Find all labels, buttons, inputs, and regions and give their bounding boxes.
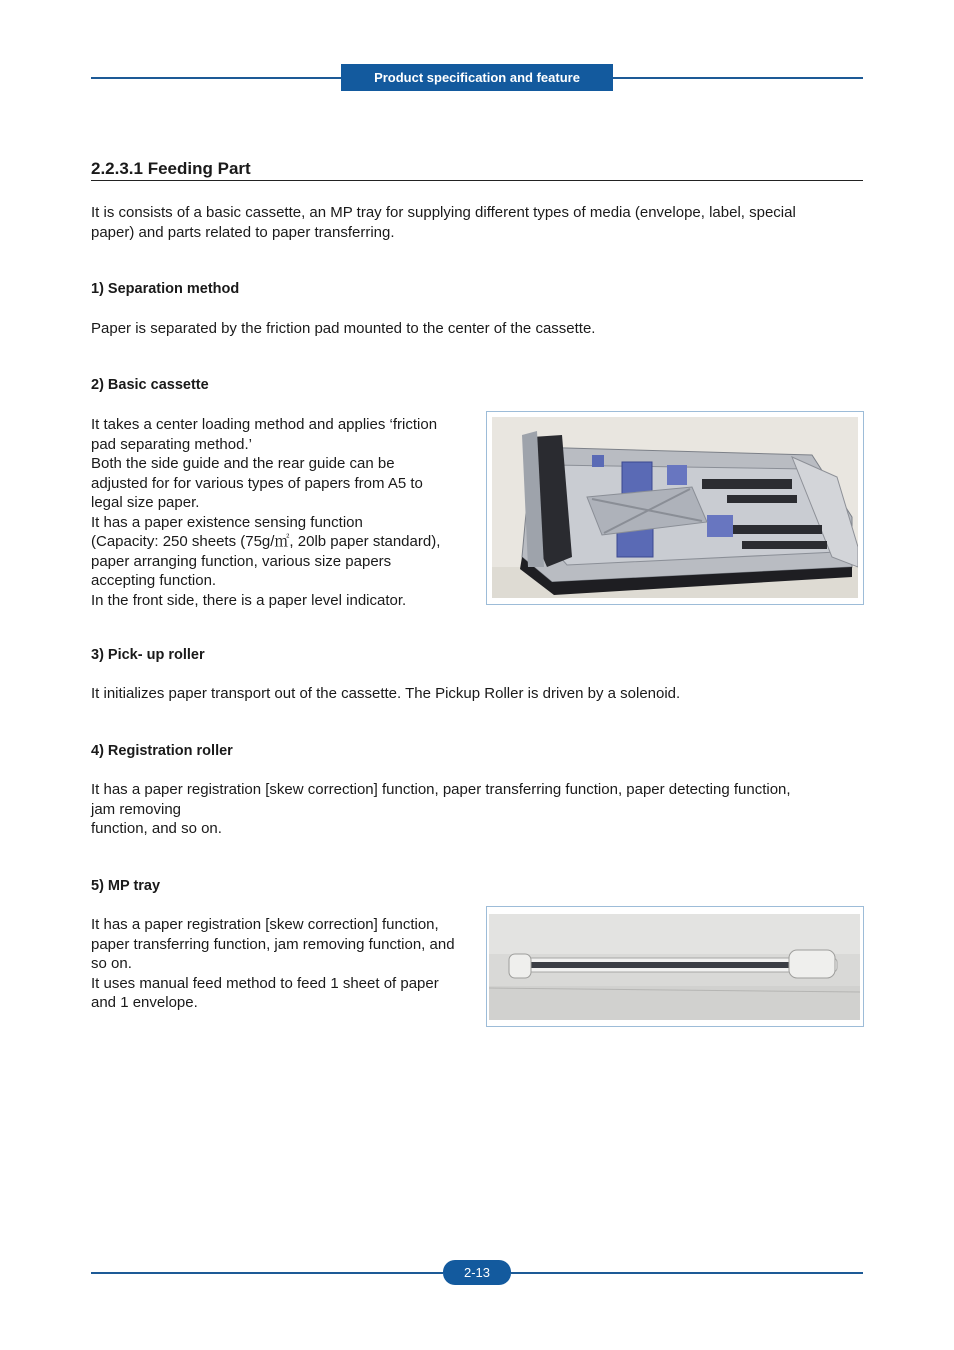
registration-line: It has a paper registration [skew correction] function, paper transferring function, paper detecting function, [91,781,791,798]
page-number: 2-13 [443,1260,511,1285]
cassette-line: In the front side, there is a paper level indicator. [91,591,407,609]
mptray-paragraph [91,915,483,1013]
pickup-text: It initializes paper transport out of the cassette. The Pickup Roller is driven by a solenoid. [91,685,681,702]
registration-line: jam removing [91,800,182,818]
cassette-line: Both the side guide and the rear guide can be [91,455,395,472]
cassette-line: accepting function. [91,572,217,589]
cassette-heading: 2) Basic cassette [91,377,209,393]
cassette-line: paper arranging function, various size papers [91,552,392,570]
mptray-photo [486,906,864,1027]
cassette-line: It takes a center loading method and applies ‘friction [91,416,438,433]
cassette-paragraph [91,415,481,610]
cassette-line: It has a paper existence sensing function [91,513,363,531]
cassette-line: (Capacity: 250 sheets (75g/㎡, 20lb paper standard), [91,533,441,550]
mptray-heading: 5) MP tray [91,878,161,894]
registration-heading: 4) Registration roller [91,743,233,759]
cassette-illustration [492,417,858,598]
header-title: Product specification and feature [341,64,613,91]
footer-rule-left [91,1272,443,1274]
mptray-line: It uses manual feed method to feed 1 sheet of paper [91,974,439,992]
intro-paragraph [91,203,871,242]
separation-text: Paper is separated by the friction pad mounted to the center of the cassette. [91,320,596,337]
intro-line: It is consists of a basic cassette, an MP tray for supplying different types of media (envelope, label, special [91,204,796,221]
footer-rule-right [511,1272,863,1274]
mptray-line: so on. [91,955,132,972]
mptray-line: It has a paper registration [skew correction] function, [91,916,439,933]
section-title: 2.2.3.1 Feeding Part [91,159,863,181]
cassette-line: legal size paper. [91,494,200,511]
cassette-photo [486,411,864,605]
mptray-line: and 1 envelope. [91,994,198,1011]
separation-heading: 1) Separation method [91,281,240,297]
cassette-line: adjusted for for various types of papers from A5 to [91,474,423,492]
intro-line: paper) and parts related to paper transferring. [91,223,395,241]
cassette-line: pad separating method.’ [91,435,252,453]
pickup-heading: 3) Pick- up roller [91,647,205,663]
header-rule-right [613,77,863,79]
registration-line: function, and so on. [91,820,222,837]
registration-paragraph [91,780,866,839]
mptray-line: paper transferring function, jam removing function, and [91,935,455,953]
mptray-illustration [489,914,860,1020]
header-rule-left [91,77,341,79]
